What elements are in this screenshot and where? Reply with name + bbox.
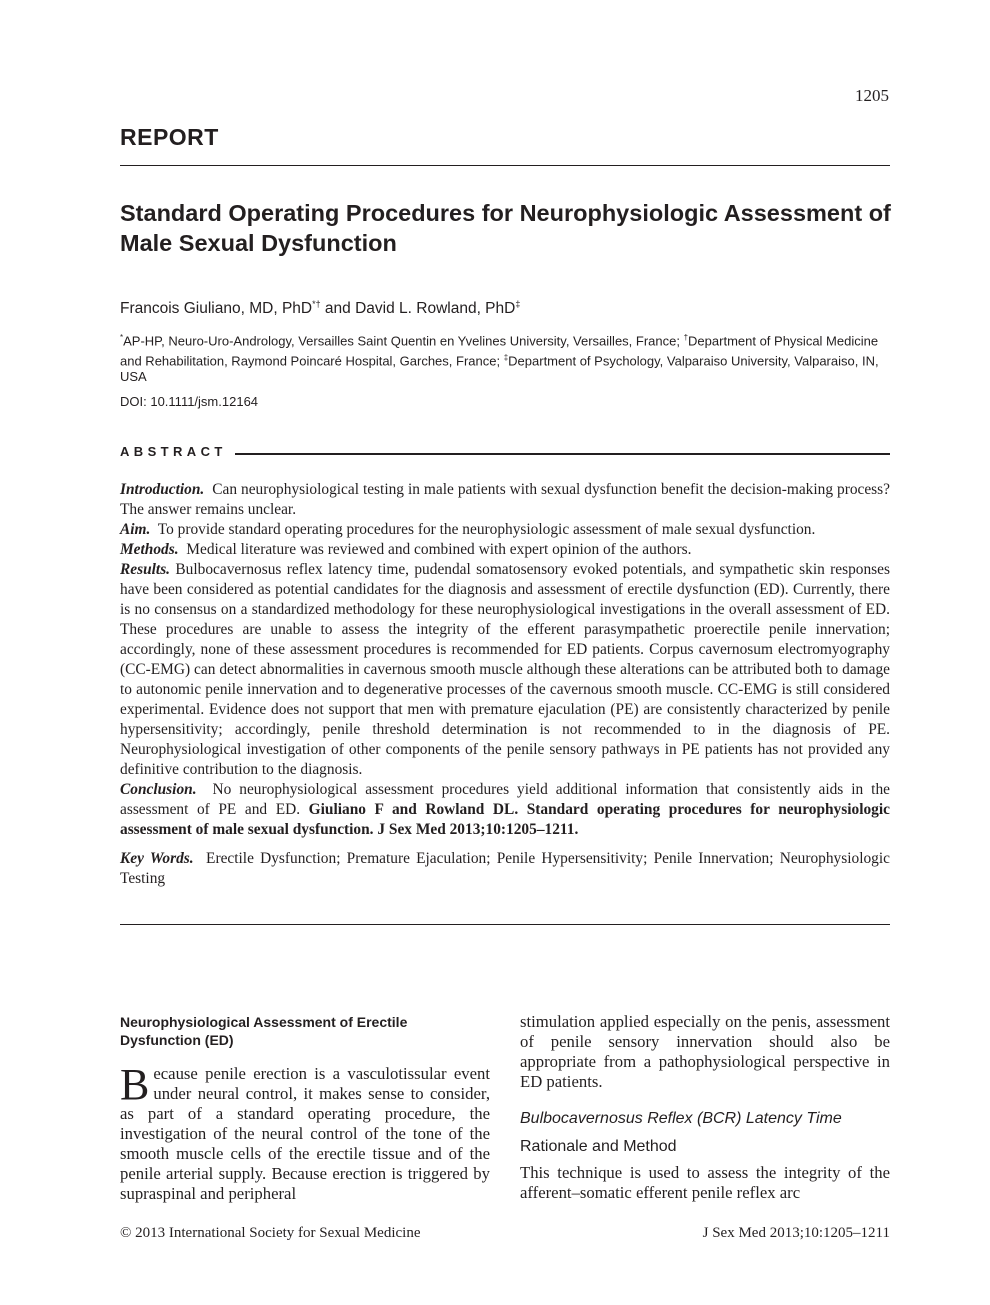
section-heading: Neurophysiological Assessment of Erectile Dysfunction (ED): [120, 1014, 408, 1048]
abstract-aim: [120, 520, 890, 540]
drop-cap: B: [120, 1060, 150, 1109]
affiliation-text: AP-HP, Neuro-Uro-Andrology, Versailles Saint Quentin en Yvelines University, Versailles, France;: [123, 333, 684, 349]
body-paragraph: This technique is used to assess the integrity of the afferent–somatic efferent penile reflex arc: [520, 1163, 890, 1202]
aim-label: Aim.: [120, 521, 151, 538]
affiliation-text: Department of Psychology, Valparaiso University, Valparaiso, IN, USA: [120, 352, 879, 385]
doi: DOI: 10.1111/jsm.12164: [120, 394, 259, 409]
body-paragraph: ecause penile erection is a vasculotissular event under neural control, it makes sense to consider, as part of a standard operating procedure, the investigation of the neural control of the tone of the smooth muscle cells of the erectile tissue and of the penile arterial supply. Because erection is triggered by supraspinal and peripheral: [120, 1064, 490, 1203]
conclusion-text: No neurophysiological assessment procedures yield additional information that consistently aids in the assessment of PE and ED.: [120, 781, 890, 818]
abstract-rule: [235, 453, 890, 455]
article-title: Standard Operating Procedures for Neurophysiologic Assessment of Male Sexual Dysfunction: [120, 200, 891, 256]
affiliation-mark: *: [120, 333, 124, 342]
affiliation-text: Department of Physical Medicine and Rehabilitation, Raymond Poincaré Hospital, Garches, France;: [120, 333, 879, 368]
results-label: Results.: [120, 561, 171, 578]
author-list: [120, 299, 520, 318]
introduction-text: Can neurophysiological testing in male patients with sexual dysfunction benefit the decision-making process? The answer remains unclear.: [120, 481, 890, 518]
abstract-body: [120, 480, 890, 840]
abstract-results: [120, 560, 890, 780]
header-rule: [120, 165, 890, 166]
subsection-heading: Bulbocavernosus Reflex (BCR) Latency Time: [520, 1110, 842, 1127]
affiliation-marks: ‡: [515, 299, 521, 309]
body-column-left: [120, 1060, 490, 1204]
journal-footer: J Sex Med 2013;10:1205–1211: [702, 1225, 890, 1241]
author-conjunction: and: [320, 300, 356, 318]
methods-text: Medical literature was reviewed and combined with expert opinion of the authors.: [186, 541, 692, 558]
author-name: Francois Giuliano, MD, PhD: [120, 300, 313, 318]
abstract-heading: ABSTRACT: [120, 444, 231, 459]
subsubsection-heading: Rationale and Method: [520, 1138, 677, 1155]
introduction-label: Introduction.: [120, 481, 205, 498]
conclusion-label: Conclusion.: [120, 781, 197, 798]
section-label: REPORT: [120, 124, 219, 150]
abstract-conclusion: [120, 780, 890, 840]
citation: Giuliano F and Rowland DL. Standard operating procedures for neurophysiologic assessment of male sexual dysfunction. J Sex Med 2013;10:1205–1211.: [120, 801, 890, 838]
affiliations: [120, 330, 890, 386]
copyright-footer: © 2013 International Society for Sexual Medicine: [120, 1225, 421, 1241]
page-number: 1205: [855, 86, 889, 105]
affiliation-mark: †: [683, 333, 689, 342]
affiliation-mark: ‡: [503, 352, 509, 362]
aim-text: To provide standard operating procedures for the neurophysiologic assessment of male sexual dysfunction.: [157, 521, 816, 538]
body-paragraph: stimulation applied especially on the penis, assessment of penile sensory innervation should also be appropriate from a pathophysiological perspective in ED patients.: [520, 1012, 890, 1091]
keywords-text: Erectile Dysfunction; Premature Ejaculation; Penile Hypersensitivity; Penile Innervation; Neurophysiologic Testing: [120, 850, 890, 887]
results-text: Bulbocavernosus reflex latency time, pudendal somatosensory evoked potentials, and sympathetic skin responses have been considered as potential candidates for the diagnosis and assessment of erectile dysfunction (ED). Currently, there is no consensus on a standardized methodology for these neurophysiological investigations in the overall assessment of ED. These procedures are unable to assess the integrity of the efferent parasympathetic proerectile penile innervation; accordingly, none of these assessment procedures is recommended for ED patients. Corpus cavernosum electromyography (CC-EMG) can detect abnormalities in cavernous smooth muscle although these alterations can be attributed both to damage to autonomic penile innervation and to degenerative processes of the cavernous smooth muscle. CC-EMG is still considered experimental. Evidence does not support that men with premature ejaculation (PE) are consistently characterized by penile hypersensitivity; accordingly, penile threshold determination is not recommended to in the diagnosis of PE. Neurophysiological investigation of other components of the penile sensory pathways in PE patients has not provided any definitive contribution to the diagnosis.: [120, 561, 890, 778]
keywords: [120, 849, 890, 889]
affiliation-marks: *†: [312, 299, 321, 309]
abstract-end-rule: [120, 924, 890, 925]
methods-label: Methods.: [120, 541, 179, 558]
abstract-methods: [120, 540, 890, 560]
keywords-label: Key Words.: [120, 850, 194, 867]
abstract-introduction: [120, 480, 890, 520]
author-name: David L. Rowland, PhD: [355, 300, 516, 318]
